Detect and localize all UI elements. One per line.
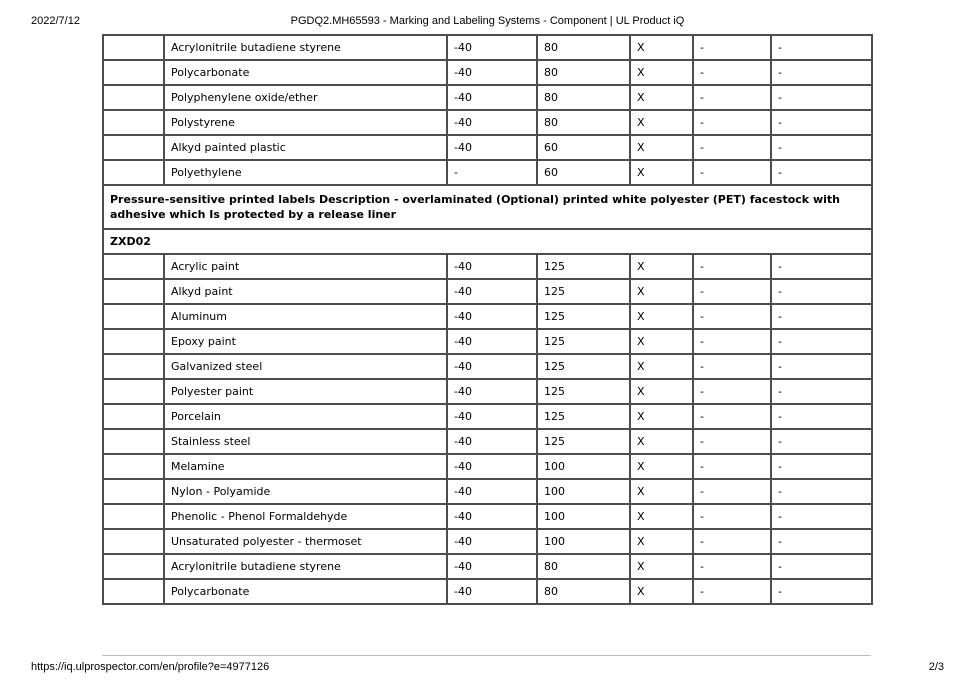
material-cell: Acrylonitrile butadiene styrene: [164, 554, 447, 579]
empty-cell: [103, 329, 164, 354]
empty-cell: [103, 479, 164, 504]
material-cell: Polyethylene: [164, 160, 447, 185]
dash-cell: -: [771, 429, 872, 454]
min-temp-cell: -40: [447, 110, 537, 135]
dash-cell: -: [771, 579, 872, 604]
dash-cell: -: [693, 35, 771, 60]
material-cell: Polyester paint: [164, 379, 447, 404]
table-row: [103, 304, 872, 329]
table-body-section: [103, 185, 872, 254]
dash-cell: -: [693, 85, 771, 110]
table-body-bottom: [103, 254, 872, 604]
dash-cell: -: [693, 579, 771, 604]
min-temp-cell: -40: [447, 554, 537, 579]
table-row: [103, 404, 872, 429]
max-temp-cell: 125: [537, 329, 630, 354]
dash-cell: -: [771, 85, 872, 110]
dash-cell: -: [771, 110, 872, 135]
dash-cell: -: [693, 554, 771, 579]
empty-cell: [103, 279, 164, 304]
dash-cell: -: [771, 504, 872, 529]
material-cell: Polycarbonate: [164, 60, 447, 85]
dash-cell: -: [771, 354, 872, 379]
mark-cell: X: [630, 135, 693, 160]
min-temp-cell: -40: [447, 579, 537, 604]
max-temp-cell: 60: [537, 135, 630, 160]
min-temp-cell: -40: [447, 254, 537, 279]
material-cell: Alkyd paint: [164, 279, 447, 304]
max-temp-cell: 125: [537, 279, 630, 304]
table-row: [103, 329, 872, 354]
table-row: [103, 379, 872, 404]
max-temp-cell: 80: [537, 579, 630, 604]
section-description-row: [103, 185, 872, 229]
dash-cell: -: [693, 379, 771, 404]
min-temp-cell: -40: [447, 279, 537, 304]
dash-cell: -: [771, 404, 872, 429]
dash-cell: -: [771, 379, 872, 404]
mark-cell: X: [630, 479, 693, 504]
mark-cell: X: [630, 504, 693, 529]
section-description: Pressure-sensitive printed labels Description - overlaminated (Optional) printed white polyester (PET) facestock with adhesive which Is protected by a release liner: [103, 185, 872, 229]
dash-cell: -: [693, 504, 771, 529]
max-temp-cell: 80: [537, 85, 630, 110]
table-row: [103, 504, 872, 529]
table-row: [103, 35, 872, 60]
mark-cell: X: [630, 304, 693, 329]
mark-cell: X: [630, 85, 693, 110]
material-cell: Acrylic paint: [164, 254, 447, 279]
table-row: [103, 85, 872, 110]
material-cell: Polycarbonate: [164, 579, 447, 604]
empty-cell: [103, 135, 164, 160]
dash-cell: -: [693, 479, 771, 504]
dash-cell: -: [693, 404, 771, 429]
table-row: [103, 254, 872, 279]
material-cell: Melamine: [164, 454, 447, 479]
empty-cell: [103, 529, 164, 554]
mark-cell: X: [630, 160, 693, 185]
max-temp-cell: 80: [537, 554, 630, 579]
dash-cell: -: [771, 135, 872, 160]
max-temp-cell: 100: [537, 529, 630, 554]
mark-cell: X: [630, 454, 693, 479]
max-temp-cell: 125: [537, 404, 630, 429]
table-row: [103, 279, 872, 304]
table-body-top: [103, 35, 872, 185]
material-cell: Alkyd painted plastic: [164, 135, 447, 160]
min-temp-cell: -40: [447, 404, 537, 429]
min-temp-cell: -40: [447, 429, 537, 454]
dash-cell: -: [693, 429, 771, 454]
min-temp-cell: -: [447, 160, 537, 185]
max-temp-cell: 80: [537, 110, 630, 135]
dash-cell: -: [771, 529, 872, 554]
materials-table: [102, 34, 873, 605]
dash-cell: -: [693, 304, 771, 329]
page-header-title: PGDQ2.MH65593 - Marking and Labeling Systems - Component | UL Product iQ: [290, 15, 685, 27]
material-cell: Nylon - Polyamide: [164, 479, 447, 504]
dash-cell: -: [693, 254, 771, 279]
section-code: ZXD02: [103, 229, 872, 254]
empty-cell: [103, 35, 164, 60]
material-cell: Acrylonitrile butadiene styrene: [164, 35, 447, 60]
dash-cell: -: [693, 160, 771, 185]
mark-cell: X: [630, 110, 693, 135]
empty-cell: [103, 254, 164, 279]
empty-cell: [103, 429, 164, 454]
mark-cell: X: [630, 329, 693, 354]
dash-cell: -: [693, 329, 771, 354]
table-row: [103, 479, 872, 504]
min-temp-cell: -40: [447, 504, 537, 529]
min-temp-cell: -40: [447, 354, 537, 379]
empty-cell: [103, 160, 164, 185]
dash-cell: -: [771, 479, 872, 504]
table-row: [103, 110, 872, 135]
dash-cell: -: [771, 454, 872, 479]
table-row: [103, 529, 872, 554]
empty-cell: [103, 454, 164, 479]
max-temp-cell: 100: [537, 479, 630, 504]
max-temp-cell: 125: [537, 354, 630, 379]
material-cell: Phenolic - Phenol Formaldehyde: [164, 504, 447, 529]
mark-cell: X: [630, 529, 693, 554]
table-row: [103, 429, 872, 454]
dash-cell: -: [693, 135, 771, 160]
min-temp-cell: -40: [447, 379, 537, 404]
material-cell: Unsaturated polyester - thermoset: [164, 529, 447, 554]
dash-cell: -: [771, 329, 872, 354]
dash-cell: -: [771, 254, 872, 279]
max-temp-cell: 100: [537, 504, 630, 529]
empty-cell: [103, 110, 164, 135]
empty-cell: [103, 379, 164, 404]
empty-cell: [103, 304, 164, 329]
min-temp-cell: -40: [447, 329, 537, 354]
max-temp-cell: 125: [537, 254, 630, 279]
mark-cell: X: [630, 379, 693, 404]
dash-cell: -: [771, 554, 872, 579]
table-row: [103, 579, 872, 604]
dash-cell: -: [771, 35, 872, 60]
footer-divider: [102, 655, 871, 656]
mark-cell: X: [630, 279, 693, 304]
mark-cell: X: [630, 60, 693, 85]
dash-cell: -: [771, 160, 872, 185]
empty-cell: [103, 579, 164, 604]
dash-cell: -: [693, 279, 771, 304]
dash-cell: -: [693, 454, 771, 479]
dash-cell: -: [693, 529, 771, 554]
dash-cell: -: [693, 354, 771, 379]
material-cell: Porcelain: [164, 404, 447, 429]
dash-cell: -: [693, 110, 771, 135]
min-temp-cell: -40: [447, 454, 537, 479]
material-cell: Epoxy paint: [164, 329, 447, 354]
material-cell: Aluminum: [164, 304, 447, 329]
min-temp-cell: -40: [447, 85, 537, 110]
max-temp-cell: 60: [537, 160, 630, 185]
max-temp-cell: 125: [537, 429, 630, 454]
page-footer-url: https://iq.ulprospector.com/en/profile?e=4977126: [31, 661, 270, 673]
max-temp-cell: 100: [537, 454, 630, 479]
empty-cell: [103, 404, 164, 429]
mark-cell: X: [630, 429, 693, 454]
dash-cell: -: [771, 60, 872, 85]
min-temp-cell: -40: [447, 135, 537, 160]
empty-cell: [103, 60, 164, 85]
mark-cell: X: [630, 35, 693, 60]
page-footer-page-number: 2/3: [928, 661, 944, 673]
table-row: [103, 554, 872, 579]
table-row: [103, 354, 872, 379]
max-temp-cell: 125: [537, 304, 630, 329]
min-temp-cell: -40: [447, 529, 537, 554]
min-temp-cell: -40: [447, 304, 537, 329]
material-cell: Stainless steel: [164, 429, 447, 454]
material-cell: Polystyrene: [164, 110, 447, 135]
mark-cell: X: [630, 354, 693, 379]
dash-cell: -: [771, 279, 872, 304]
max-temp-cell: 80: [537, 60, 630, 85]
page-header-date: 2022/7/12: [31, 15, 80, 27]
section-code-row: [103, 229, 872, 254]
dash-cell: -: [693, 60, 771, 85]
table-row: [103, 135, 872, 160]
max-temp-cell: 80: [537, 35, 630, 60]
max-temp-cell: 125: [537, 379, 630, 404]
table-row: [103, 160, 872, 185]
min-temp-cell: -40: [447, 60, 537, 85]
min-temp-cell: -40: [447, 479, 537, 504]
empty-cell: [103, 354, 164, 379]
dash-cell: -: [771, 304, 872, 329]
empty-cell: [103, 554, 164, 579]
table-row: [103, 60, 872, 85]
mark-cell: X: [630, 254, 693, 279]
table-row: [103, 454, 872, 479]
material-cell: Galvanized steel: [164, 354, 447, 379]
mark-cell: X: [630, 554, 693, 579]
material-cell: Polyphenylene oxide/ether: [164, 85, 447, 110]
empty-cell: [103, 85, 164, 110]
min-temp-cell: -40: [447, 35, 537, 60]
empty-cell: [103, 504, 164, 529]
mark-cell: X: [630, 404, 693, 429]
mark-cell: X: [630, 579, 693, 604]
